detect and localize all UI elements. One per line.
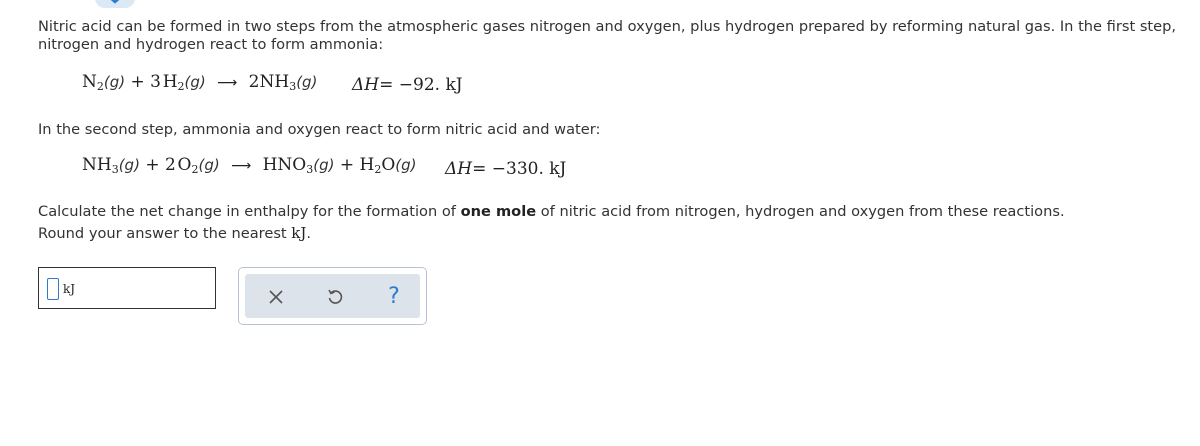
reaction-arrow: ⟶ (231, 158, 252, 174)
chevron-down-icon (106, 0, 124, 4)
answer-toolbar (238, 267, 427, 325)
h2o-formula: $H_2O(g)$ (359, 155, 417, 176)
step-2-text: In the second step, ammonia and oxygen react to form nitric acid and water: (38, 121, 601, 138)
question-text: Calculate the net change in enthalpy for the formation of one mole of nitric acid from nitrogen, hydrogen and oxygen from these reactions. (38, 203, 1065, 220)
collapse-chevron-tab[interactable] (95, 0, 135, 8)
answer-input[interactable] (47, 278, 59, 300)
clear-button[interactable] (263, 284, 289, 310)
nh3-formula: $NH_3(g)$ (82, 155, 140, 176)
help-button[interactable] (381, 284, 407, 310)
plus-sign: + (145, 155, 160, 175)
rounding-instruction: Round your answer to the nearest kJ. (38, 224, 312, 242)
reaction-1-enthalpy: ΔH= −92. kJ (352, 75, 463, 95)
hno3-formula: $HNO_3(g)$ (262, 155, 335, 176)
reaction-arrow: ⟶ (217, 75, 238, 91)
reaction-2-enthalpy: ΔH= −330. kJ (445, 159, 567, 179)
nh3-formula: $2NH_3(g)$ (248, 72, 318, 93)
help-icon: ? (388, 284, 400, 309)
answer-box (38, 267, 216, 309)
plus-sign: + (339, 155, 355, 175)
n2-formula: $N_2(g)$ (82, 72, 126, 93)
plus-sign: + (130, 72, 145, 92)
reaction-2-equation (82, 155, 417, 175)
h2-formula: 3 $H_2(g)$ (150, 72, 206, 93)
toolbar-buttons (245, 274, 420, 318)
undo-button[interactable] (322, 284, 348, 310)
undo-icon (326, 288, 344, 306)
close-icon (268, 289, 284, 305)
problem-intro: Nitric acid can be formed in two steps from the atmospheric gases nitrogen and oxygen, plus hydrogen prepared by reforming natural gas. In the first step, nitrogen and hydrogen react to form ammonia: (38, 18, 1177, 53)
reaction-1-equation (82, 72, 317, 92)
answer-unit: kJ (63, 282, 76, 296)
o2-formula: 2 $O_2(g)$ (165, 155, 220, 176)
